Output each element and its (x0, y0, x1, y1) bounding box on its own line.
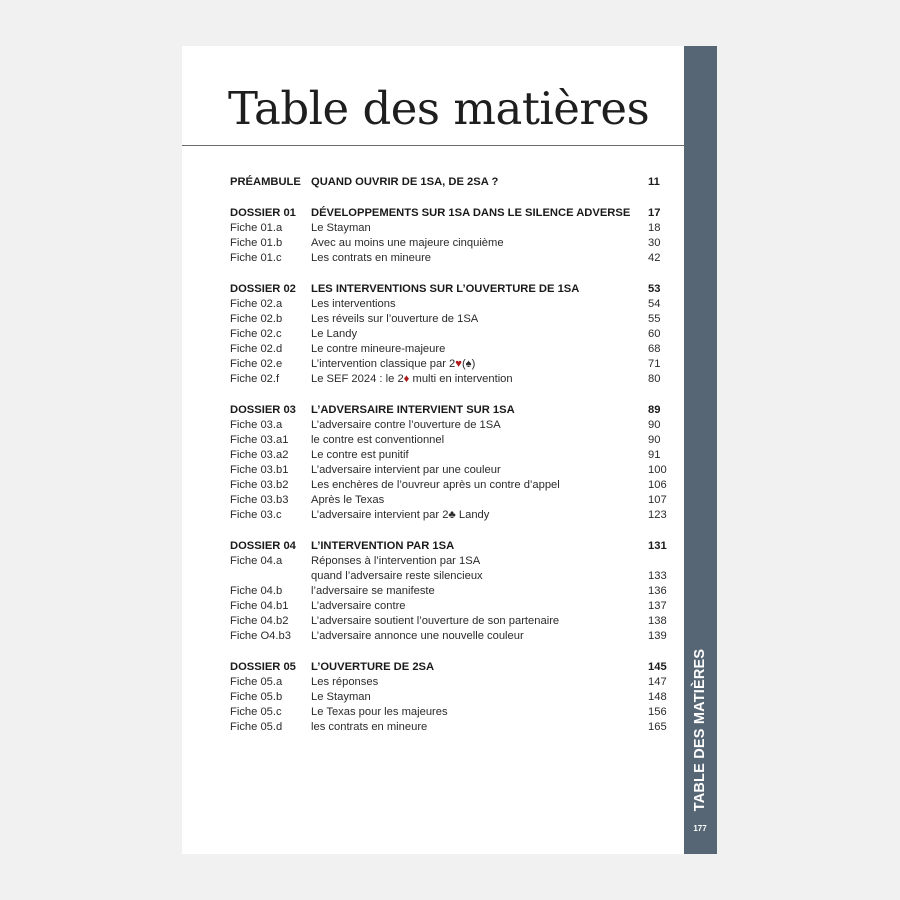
page-ref: 156 (648, 706, 667, 718)
entry-label: Fiche 03.a2 (230, 449, 289, 461)
section-title: L’INTERVENTION PAR 1SA (311, 540, 455, 552)
entry-title: Le contre est punitif (311, 449, 409, 461)
entry-label: Fiche 02.c (230, 328, 282, 340)
toc-entry (230, 720, 670, 735)
entry-title: Avec au moins une majeure cinquième (311, 237, 504, 249)
entry-title: le contre est conventionnel (311, 434, 445, 446)
page-ref: 123 (648, 509, 667, 521)
toc-entry (230, 629, 670, 644)
entry-title (311, 357, 475, 372)
page-ref: 68 (648, 343, 661, 355)
toc-entry (230, 554, 670, 569)
entry-title: Les réponses (311, 676, 379, 688)
toc-section-heading (230, 206, 670, 221)
entry-label: Fiche 04.b (230, 585, 283, 597)
page-ref: 90 (648, 419, 661, 431)
section-label: PRÉAMBULE (230, 176, 301, 188)
page-ref: 89 (648, 404, 661, 416)
entry-label: Fiche O4.b3 (230, 630, 291, 642)
toc-entry (230, 675, 670, 690)
entry-label: Fiche 04.a (230, 555, 283, 567)
entry-label: Fiche 01.c (230, 252, 282, 264)
toc-entry (230, 690, 670, 705)
toc-section-heading (230, 660, 670, 675)
page-ref: 60 (648, 328, 661, 340)
entry-label: Fiche 03.c (230, 509, 282, 521)
page-ref: 42 (648, 252, 661, 264)
entry-label: Fiche 03.a (230, 419, 283, 431)
entry-title: L’adversaire intervient par une couleur (311, 464, 501, 476)
heart-suit-icon: ♥ (455, 358, 462, 370)
entry-label: Fiche 04.b2 (230, 615, 289, 627)
entry-label: Fiche 03.b3 (230, 494, 289, 506)
page-ref: 11 (648, 176, 660, 188)
entry-title: Les réveils sur l’ouverture de 1SA (311, 313, 479, 325)
entry-title: Le Texas pour les majeures (311, 706, 448, 718)
toc-entry (230, 236, 670, 251)
section-title: QUAND OUVRIR DE 1SA, DE 2SA ? (311, 176, 499, 188)
section-title: DÉVELOPPEMENTS SUR 1SA DANS LE SILENCE ADVERSE (311, 207, 631, 219)
page-ref: 136 (648, 585, 667, 597)
page-ref: 54 (648, 298, 661, 310)
page-ref: 17 (648, 207, 661, 219)
entry-title: Réponses à l’intervention par 1SA (311, 555, 481, 567)
page-title: Table des matières (228, 82, 650, 135)
toc-entry (230, 478, 670, 493)
page-ref: 148 (648, 691, 667, 703)
toc-entry (230, 599, 670, 614)
toc-entry (230, 614, 670, 629)
entry-title: les contrats en mineure (311, 721, 428, 733)
page-number: 177 (693, 824, 707, 833)
entry-label: Fiche 01.a (230, 222, 283, 234)
section-label: DOSSIER 04 (230, 540, 296, 552)
toc-entry (230, 448, 670, 463)
page-ref: 106 (648, 479, 667, 491)
toc-entry (230, 372, 670, 387)
entry-title (311, 372, 513, 387)
toc-entry (230, 297, 670, 312)
entry-title: Le contre mineure-majeure (311, 343, 446, 355)
entry-label: Fiche 02.d (230, 343, 283, 355)
toc-section-heading (230, 175, 670, 190)
entry-label: Fiche 03.b2 (230, 479, 289, 491)
toc-entry (230, 705, 670, 720)
toc-entry (230, 508, 670, 523)
page-ref: 139 (648, 630, 667, 642)
entry-title: Après le Texas (311, 494, 385, 506)
page-ref: 145 (648, 661, 667, 673)
page-ref: 18 (648, 222, 661, 234)
page-ref: 133 (648, 570, 667, 582)
toc-entry (230, 221, 670, 236)
page-ref: 165 (648, 721, 667, 733)
toc-entry (230, 357, 670, 372)
entry-label: Fiche 05.c (230, 706, 282, 718)
section-label: DOSSIER 03 (230, 404, 296, 416)
entry-title: quand l’adversaire reste silencieux (311, 570, 483, 582)
page-ref: 138 (648, 615, 667, 627)
toc-entry (230, 433, 670, 448)
entry-label: Fiche 03.b1 (230, 464, 289, 476)
entry-label: Fiche 02.b (230, 313, 283, 325)
toc-entry (230, 327, 670, 342)
entry-title: Les contrats en mineure (311, 252, 432, 264)
page-ref: 71 (648, 358, 661, 370)
entry-title-part: Le SEF 2024 : le 2 (311, 373, 404, 385)
entry-label: Fiche 05.a (230, 676, 283, 688)
section-label: DOSSIER 01 (230, 207, 296, 219)
page-ref: 80 (648, 373, 661, 385)
entry-title-part: multi en intervention (409, 373, 513, 385)
toc-entry (230, 312, 670, 327)
entry-title: l’adversaire se manifeste (311, 585, 435, 597)
page-ref: 100 (648, 464, 667, 476)
entry-label: Fiche 01.b (230, 237, 283, 249)
page-ref: 30 (648, 237, 661, 249)
entry-title: Le Stayman (311, 222, 371, 234)
section-title: LES INTERVENTIONS SUR L’OUVERTURE DE 1SA (311, 283, 580, 295)
section-label: DOSSIER 02 (230, 283, 296, 295)
entry-title: Les interventions (311, 298, 396, 310)
toc-entry (230, 418, 670, 433)
toc-section-heading (230, 282, 670, 297)
entry-title: Les enchères de l’ouvreur après un contre d’appel (311, 479, 560, 491)
entry-title: L’adversaire soutient l’ouverture de son partenaire (311, 615, 560, 627)
toc-entry (230, 584, 670, 599)
toc-entry (230, 342, 670, 357)
entry-title: Le Landy (311, 328, 358, 340)
page-ref: 91 (648, 449, 661, 461)
page-ref: 90 (648, 434, 661, 446)
page-ref: 107 (648, 494, 667, 506)
entry-label: Fiche 05.d (230, 721, 283, 733)
entry-label: Fiche 02.f (230, 373, 280, 385)
diamond-suit-icon: ♦ (403, 373, 410, 385)
page-ref: 147 (648, 676, 667, 688)
section-title: L’ADVERSAIRE INTERVIENT SUR 1SA (311, 404, 515, 416)
toc-section-heading (230, 539, 670, 554)
page-ref: 53 (648, 283, 661, 295)
entry-title-part: (♠) (461, 358, 476, 370)
entry-title: L’adversaire contre (311, 600, 406, 612)
page-ref: 55 (648, 313, 661, 325)
page-ref: 131 (648, 540, 667, 552)
entry-title: L’adversaire contre l’ouverture de 1SA (311, 419, 501, 431)
entry-label: Fiche 02.a (230, 298, 283, 310)
title-divider (182, 145, 685, 146)
toc-entry (230, 251, 670, 266)
entry-title: Le Stayman (311, 691, 371, 703)
toc-entry (230, 493, 670, 508)
toc-entry (230, 569, 670, 584)
entry-title: L’adversaire annonce une nouvelle couleur (311, 630, 524, 642)
entry-title: L’adversaire intervient par 2♣ Landy (311, 509, 490, 521)
entry-label: Fiche 03.a1 (230, 434, 289, 446)
toc-section-heading (230, 403, 670, 418)
side-tab-label: TABLE DES MATIÈRES (692, 648, 708, 812)
entry-label: Fiche 05.b (230, 691, 283, 703)
toc-entry (230, 463, 670, 478)
entry-label: Fiche 04.b1 (230, 600, 289, 612)
page-ref: 137 (648, 600, 667, 612)
entry-label: Fiche 02.e (230, 358, 283, 370)
section-label: DOSSIER 05 (230, 661, 296, 673)
section-title: L’OUVERTURE DE 2SA (311, 661, 435, 673)
entry-title-part: L’intervention classique par 2 (311, 358, 456, 370)
